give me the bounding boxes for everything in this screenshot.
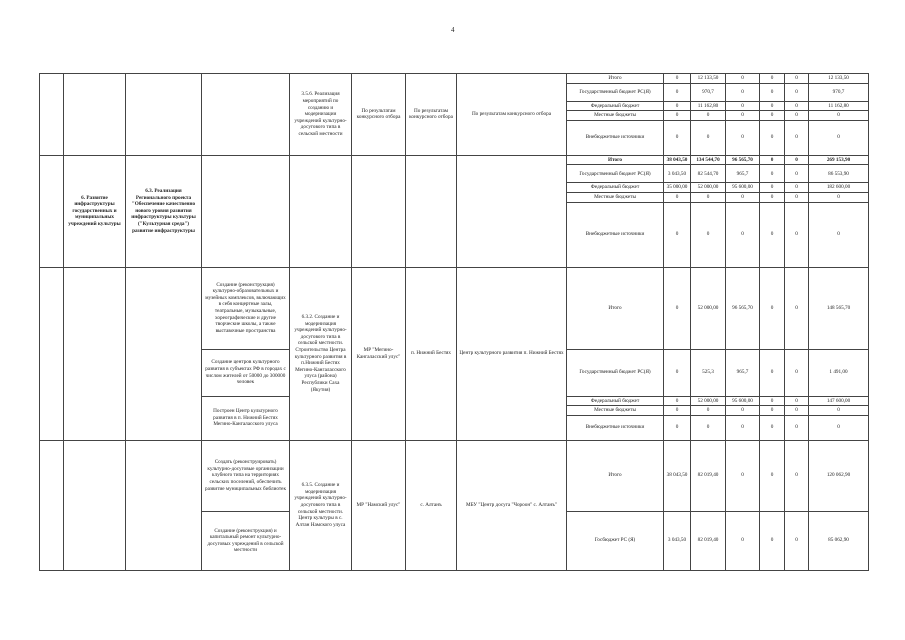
total-cell: 0 [809,120,869,155]
total-cell: 0 [809,415,869,440]
table-row [40,440,869,511]
value-cell: 0 [664,101,691,111]
value-cell: 0 [785,155,809,165]
value-cell: 965,7 [726,349,760,396]
project-cell [126,440,202,570]
total-cell: 148 565,70 [809,267,869,349]
value-cell: 82 019,40 [691,511,726,570]
value-cell: 0 [760,440,785,511]
value-cell: 0 [785,406,809,416]
value-cell: 52 000,00 [691,183,726,193]
value-cell: 12 133,50 [691,74,726,84]
source-cell: Местные бюджеты [567,406,664,416]
value-cell: 0 [664,202,691,267]
value-cell: 0 [664,415,691,440]
value-cell: 0 [691,120,726,155]
value-cell: 0 [726,111,760,121]
value-cell: 82 544,70 [691,165,726,183]
value-cell: 0 [760,406,785,416]
total-cell: 147 600,00 [809,396,869,406]
value-cell: 0 [785,83,809,101]
goal-cell: Создать (реконструировать) культурно-досуговые организации клубного типа на территориях сельских поселений, обеспечить развитие муниципальных библиотек [202,440,290,511]
value-cell: 0 [726,192,760,202]
total-cell: 0 [809,111,869,121]
measure-cell: 6.3.2. Создание и модернизация учреждений культурно-досугового типа в сельской местности. Строительство Центра культурного развития в п.Нижний Бестях Мегино-Кангаласского улуса (района) Республики Саха (Якутия) [290,267,352,440]
total-cell: 269 153,90 [809,155,869,165]
object-cell [457,155,567,267]
value-cell: 0 [760,83,785,101]
place-cell [406,155,457,267]
index-cell [40,155,64,267]
value-cell: 0 [760,111,785,121]
source-cell: Местные бюджеты [567,111,664,121]
value-cell: 0 [785,415,809,440]
source-cell: Федеральный бюджет [567,183,664,193]
value-cell: 134 544,70 [691,155,726,165]
program-table [39,73,869,571]
value-cell: 0 [726,406,760,416]
measure-cell [290,155,352,267]
value-cell: 95 600,00 [726,183,760,193]
goal-cell: Создание центров культурного развития в субъектах РФ в городах с числом жителей от 50000 до 300000 человек [202,349,290,396]
value-cell: 0 [760,155,785,165]
value-cell: 0 [664,83,691,101]
value-cell: 0 [785,440,809,511]
value-cell: 0 [760,74,785,84]
total-cell: 0 [809,192,869,202]
value-cell: 0 [760,267,785,349]
value-cell: 0 [785,396,809,406]
task-cell: 6. Развитие инфраструктуры государственных и муниципальных учреждений культуры [64,155,126,267]
value-cell: 0 [664,349,691,396]
value-cell: 95 600,00 [726,396,760,406]
value-cell: 970,7 [691,83,726,101]
project-cell [126,74,202,156]
value-cell: 0 [760,183,785,193]
value-cell: 0 [760,511,785,570]
value-cell: 0 [785,192,809,202]
task-cell [64,440,126,570]
value-cell: 0 [726,101,760,111]
value-cell: 0 [691,202,726,267]
value-cell: 0 [664,74,691,84]
value-cell: 0 [785,202,809,267]
table-row [40,267,869,349]
value-cell: 0 [785,267,809,349]
value-cell: 0 [785,120,809,155]
value-cell: 38 043,50 [664,440,691,511]
value-cell: 0 [726,440,760,511]
value-cell: 35 000,00 [664,183,691,193]
total-cell: 11 162,80 [809,101,869,111]
responsible-cell: МР "Намский улус" [352,440,406,570]
value-cell: 0 [760,202,785,267]
goal-cell: Построен Центр культурного развития в п. Нижний Бестях Мегино-Кангаласского улуса [202,396,290,440]
value-cell: 0 [726,511,760,570]
value-cell: 0 [785,111,809,121]
place-cell: По результатам конкурсного отбора [406,74,457,156]
project-cell: 6.3. Реализация Регионального проекта "Обеспечение качественно нового уровня развития инфраструктуры культуры ("Культурная среда") развитие инфраструктуры [126,155,202,267]
value-cell: 38 043,50 [664,155,691,165]
responsible-cell: МР "Мегино-Кангаласский улус" [352,267,406,440]
object-cell: МБУ "Центр досуга "Чороон" с. Алтанъ" [457,440,567,570]
measure-cell: 6.3.5. Создание и модернизация учреждений культурно-досугового типа в сельской местности. Центр культуры в с. Алтан Намского улуса [290,440,352,570]
source-cell: Местные бюджеты [567,192,664,202]
value-cell: 0 [726,120,760,155]
responsible-cell: По результатам конкурсного отбора [352,74,406,156]
source-cell: Федеральный бюджет [567,396,664,406]
value-cell: 525,3 [691,349,726,396]
value-cell: 0 [785,349,809,396]
goal-cell [202,155,290,267]
value-cell: 0 [664,120,691,155]
object-cell: Центр культурного развития п. Нижний Бестях [457,267,567,440]
total-cell: 970,7 [809,83,869,101]
value-cell: 52 000,00 [691,267,726,349]
value-cell: 0 [726,74,760,84]
total-cell: 0 [809,202,869,267]
page-number: 4 [451,26,455,34]
value-cell: 0 [785,165,809,183]
value-cell: 0 [691,415,726,440]
value-cell: 82 019,40 [691,440,726,511]
value-cell: 0 [760,415,785,440]
source-cell: Федеральный бюджет [567,101,664,111]
value-cell: 3 043,50 [664,165,691,183]
value-cell: 0 [785,183,809,193]
value-cell: 0 [691,406,726,416]
source-cell: Итого [567,74,664,84]
source-cell: Внебюджетные источники [567,415,664,440]
value-cell: 0 [691,111,726,121]
task-cell [64,74,126,156]
total-cell: 85 062,90 [809,511,869,570]
value-cell: 965,7 [726,165,760,183]
value-cell: 0 [760,349,785,396]
value-cell: 0 [726,83,760,101]
value-cell: 0 [785,511,809,570]
total-cell: 182 600,00 [809,183,869,193]
source-cell: Госбюджет РС (Я) [567,511,664,570]
value-cell: 3 043,50 [664,511,691,570]
value-cell: 0 [760,165,785,183]
value-cell: 0 [760,396,785,406]
value-cell: 0 [726,202,760,267]
source-cell: Государственный бюджет РС(Я) [567,83,664,101]
responsible-cell [352,155,406,267]
project-cell [126,267,202,440]
total-cell: 12 133,50 [809,74,869,84]
source-cell: Государственный бюджет РС(Я) [567,165,664,183]
value-cell: 0 [760,101,785,111]
task-cell [64,267,126,440]
source-cell: Итого [567,267,664,349]
goal-cell: Создание (реконструкция) культурно-образовательных и музейных комплексов, включающих в себя концертные залы, театральные, музыкальные, хореографические и другие творческие школы, а также выставочные пространства [202,267,290,349]
value-cell: 0 [664,396,691,406]
index-cell [40,267,64,440]
source-cell: Внебюджетные источники [567,202,664,267]
goal-cell: Создание (реконструкция) и капитальный ремонт культурно-досуговых учреждений в сельской местности [202,511,290,570]
value-cell: 96 565,70 [726,267,760,349]
source-cell: Внебюджетные источники [567,120,664,155]
place-cell: п. Нижний Бестях [406,267,457,440]
index-cell [40,74,64,156]
object-cell: По результатам конкурсного отбора [457,74,567,156]
value-cell: 0 [726,415,760,440]
table-row [40,155,869,165]
value-cell: 0 [760,120,785,155]
place-cell: с. Алтанъ [406,440,457,570]
value-cell: 0 [664,111,691,121]
value-cell: 0 [785,74,809,84]
total-cell: 120 062,90 [809,440,869,511]
measure-cell: 3.5.6. Реализация мероприятий по созданию и модернизации учреждений культурно-досугового типа в сельской местности [290,74,352,156]
table-row [40,74,869,84]
value-cell: 52 000,00 [691,396,726,406]
total-cell: 86 553,90 [809,165,869,183]
source-cell: Государственный бюджет РС(Я) [567,349,664,396]
value-cell: 0 [664,192,691,202]
value-cell: 0 [664,406,691,416]
value-cell: 11 162,80 [691,101,726,111]
value-cell: 0 [664,267,691,349]
value-cell: 0 [760,192,785,202]
value-cell: 0 [785,101,809,111]
value-cell: 0 [691,192,726,202]
source-cell: Итого [567,155,664,165]
index-cell [40,440,64,570]
goal-cell [202,74,290,156]
value-cell: 96 565,70 [726,155,760,165]
total-cell: 0 [809,406,869,416]
total-cell: 1 491,00 [809,349,869,396]
source-cell: Итого [567,440,664,511]
